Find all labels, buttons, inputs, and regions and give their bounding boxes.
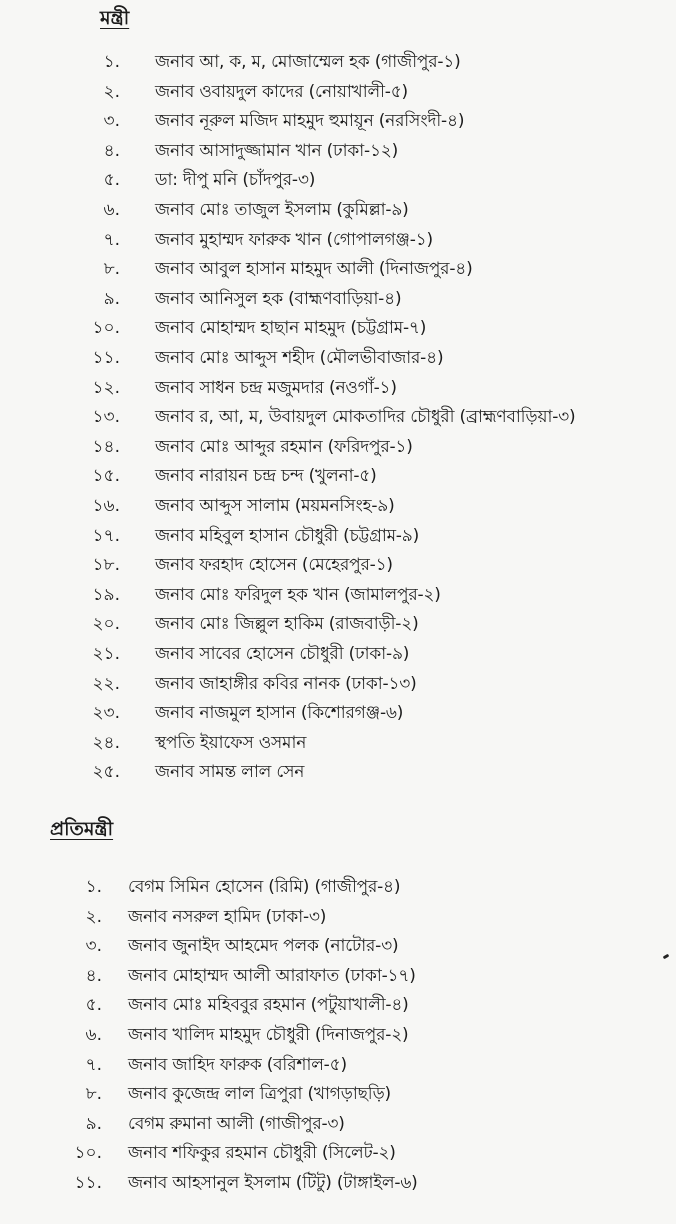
member-name: জনাব মোঃ জিল্লুল হাকিম (রাজবাড়ী-২)	[155, 614, 419, 635]
item-number: ৯.	[103, 288, 120, 309]
member-name: জনাব মোঃ আব্দুস শহীদ (মৌলভীবাজার-৪)	[155, 348, 444, 368]
member-name: জনাব সাবের হোসেন চৌধুরী (ঢাকা-৯)	[155, 644, 410, 664]
member-name: জনাব আ, ক, ম, মোজাম্মেল হক (গাজীপুর-১)	[155, 52, 461, 72]
item-number: ২১.	[92, 644, 120, 664]
member-name: জনাব জুনাইদ আহমেদ পলক (নাটোর-৩)	[128, 936, 399, 957]
member-name: জনাব আসাদুজ্জামান খান (ঢাকা-১২)	[155, 140, 399, 161]
member-name: ডা: দীপু মনি (চাঁদপুর-৩)	[155, 170, 316, 191]
item-number: ১৪.	[92, 436, 120, 457]
section-heading-mantri: মন্ত্রী	[100, 7, 130, 29]
item-number: ২২.	[92, 673, 120, 694]
item-number: ১০.	[92, 318, 120, 339]
item-number: ১.	[103, 52, 120, 72]
item-number: ১১.	[74, 1173, 102, 1193]
item-number: ৬.	[85, 1025, 102, 1045]
item-number: ৭.	[103, 229, 120, 250]
item-number: ১৯.	[92, 584, 120, 605]
item-number: ১.	[85, 877, 102, 897]
item-number: ১৬.	[92, 496, 120, 516]
member-name: জনাব জাহিদ ফারুক (বরিশাল-৫)	[128, 1054, 347, 1075]
item-number: ২০.	[92, 614, 120, 635]
item-number: ৬.	[103, 200, 120, 220]
member-name: জনাব ফরহাদ হোসেন (মেহেরপুর-১)	[155, 555, 393, 576]
member-name: স্থপতি ইয়াফেস ওসমান	[155, 732, 307, 753]
member-name: জনাব জাহাঙ্গীর কবির নানক (ঢাকা-১৩)	[155, 673, 417, 694]
member-name: জনাব মোহাম্মদ হাছান মাহমুদ (চট্টগ্রাম-৭)	[155, 318, 427, 339]
item-number: ১১.	[92, 348, 120, 368]
item-number: ১৩.	[92, 407, 120, 428]
member-name: বেগম সিমিন হোসেন (রিমি) (গাজীপুর-৪)	[128, 877, 401, 897]
item-number: ৩.	[103, 111, 120, 132]
member-name: জনাব মোঃ আব্দুর রহমান (ফরিদপুর-১)	[155, 436, 413, 457]
item-number: ৪.	[103, 140, 120, 161]
member-name: জনাব সাধন চন্দ্র মজুমদার (নওগাঁ-১)	[155, 377, 397, 398]
item-number: ১০.	[74, 1143, 102, 1164]
member-name: জনাব কুজেন্দ্র লাল ত্রিপুরা (খাগড়াছড়ি)	[128, 1084, 391, 1105]
member-name: জনাব নারায়ন চন্দ্র চন্দ (খুলনা-৫)	[155, 466, 377, 487]
member-name: জনাব মুহাম্মদ ফারুক খান (গোপালগঞ্জ-১)	[155, 229, 433, 250]
item-number: ৮.	[85, 1084, 102, 1105]
member-name: বেগম রুমানা আলী (গাজীপুর-৩)	[128, 1113, 345, 1134]
member-name: জনাব মোহাম্মদ আলী আরাফাত (ঢাকা-১৭)	[128, 965, 416, 986]
member-name: জনাব সামন্ত লাল সেন	[155, 762, 305, 783]
member-name: জনাব আহসানুল ইসলাম (টিটু) (টাঙ্গাইল-৬)	[128, 1173, 418, 1193]
member-name: জনাব আব্দুস সালাম (ময়মনসিংহ-৯)	[155, 496, 395, 516]
member-name: জনাব খালিদ মাহমুদ চৌধুরী (দিনাজপুর-২)	[128, 1025, 409, 1045]
member-name: জনাব মোঃ মহিববুর রহমান (পটুয়াখালী-৪)	[128, 995, 409, 1016]
item-number: ২৫.	[92, 762, 120, 783]
item-number: ৫.	[85, 995, 102, 1016]
member-name: জনাব ওবায়দুল কাদের (নোয়াখালী-৫)	[155, 81, 408, 102]
item-number: ১৭.	[92, 525, 120, 546]
section-heading-protimantri: প্রতিমন্ত্রী	[50, 818, 114, 840]
stray-pen-mark	[663, 954, 670, 960]
item-number: ২.	[103, 81, 120, 102]
item-number: ৯.	[85, 1113, 102, 1134]
item-number: ২.	[85, 906, 102, 927]
item-number: ১৮.	[92, 555, 120, 576]
item-number: ৭.	[85, 1054, 102, 1075]
item-number: ২৩.	[92, 703, 120, 724]
member-name: জনাব মোঃ তাজুল ইসলাম (কুমিল্লা-৯)	[155, 200, 409, 220]
member-name: জনাব মহিবুল হাসান চৌধুরী (চট্টগ্রাম-৯)	[155, 525, 420, 546]
member-name: জনাব নসরুল হামিদ (ঢাকা-৩)	[128, 906, 327, 927]
member-name: জনাব শফিকুর রহমান চৌধুরী (সিলেট-২)	[128, 1143, 396, 1164]
item-number: ৩.	[85, 936, 102, 957]
item-number: ১৫.	[92, 466, 120, 487]
member-name: জনাব আবুল হাসান মাহমুদ আলী (দিনাজপুর-৪)	[155, 259, 473, 280]
member-name: জনাব আনিসুল হক (বাহ্মণবাড়িয়া-৪)	[155, 288, 402, 309]
member-name: জনাব র, আ, ম, উবায়দুল মোকতাদির চৌধুরী (ব্রাহ্মণবাড়িয়া-৩)	[155, 407, 576, 428]
member-name: জনাব মোঃ ফরিদুল হক খান (জামালপুর-২)	[155, 584, 441, 605]
item-number: ৪.	[85, 965, 102, 986]
member-name: জনাব নাজমুল হাসান (কিশোরগঞ্জ-৬)	[155, 703, 404, 724]
item-number: ২৪.	[92, 732, 120, 753]
item-number: ৫.	[103, 170, 120, 191]
item-number: ৮.	[103, 259, 120, 280]
member-name: জনাব নূরুল মজিদ মাহমুদ হুমায়ূন (নরসিংদী-৪)	[155, 111, 465, 132]
item-number: ১২.	[92, 377, 120, 398]
